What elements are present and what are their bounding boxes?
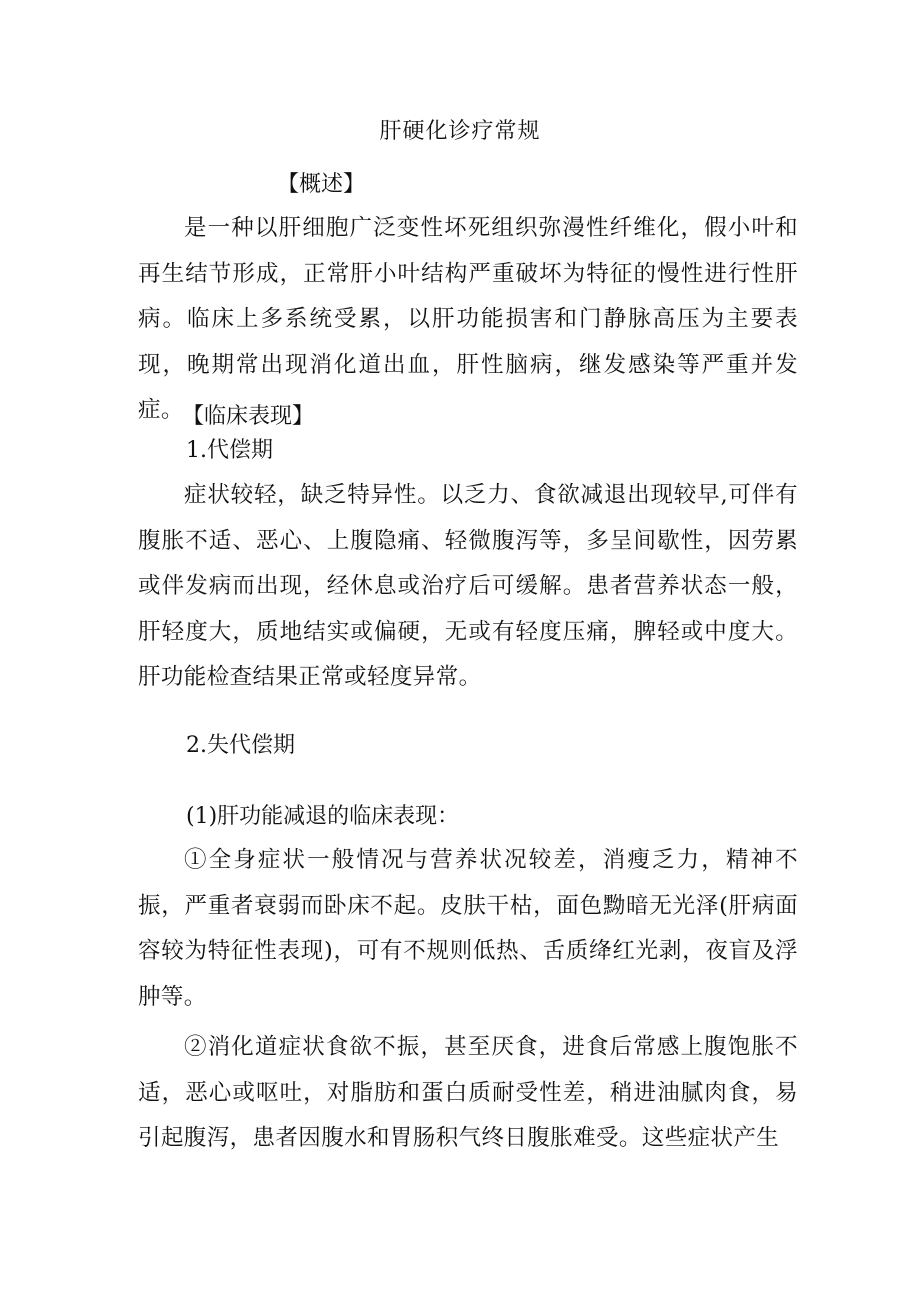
systemic-symptoms-paragraph: ①全身症状一般情况与营养状况较差，消瘦乏力，精神不振，严重者衰弱而卧床不起。皮肤干枯，面色黝暗无光泽(肝病面容较为特征性表现)，可有不规则低热、舌质绛红光剥，夜盲及浮肿等。 (138, 847, 798, 1010)
overview-heading: 【概述】 (277, 172, 366, 197)
clinical-heading: 【临床表现】 (182, 404, 315, 429)
overview-paragraph: 是一种以肝细胞广泛变性坏死组织弥漫性纤维化，假小叶和再生结节形成，正常肝小叶结构严重破坏为特征的慢性进行性肝病。临床上多系统受累，以肝功能损害和门静脉高压为主要表现，晚期常出现消化道出血，肝性脑病，继发感染等严重并发症。 (138, 215, 798, 423)
compensated-heading: 1.代偿期 (186, 438, 273, 463)
document-title: 肝硬化诊疗常规 (379, 119, 541, 144)
decompensated-heading: 2.失代偿期 (186, 733, 295, 758)
liver-function-heading: (1)肝功能减退的临床表现： (186, 804, 460, 829)
digestive-symptoms-paragraph: ②消化道症状食欲不振，甚至厌食，进食后常感上腹饱胀不适，恶心或呕吐，对脂肪和蛋白质耐受性差，稍进油腻肉食，易引起腹泻，患者因腹水和胃肠积气终日腹胀难受。这些症状产生 (138, 1034, 798, 1151)
compensated-paragraph: 症状较轻，缺乏特异性。以乏力、食欲减退出现较早,可伴有腹胀不适、恶心、上腹隐痛、轻微腹泻等，多呈间歇性，因劳累或伴发病而出现，经休息或治疗后可缓解。患者营养状态一般，肝轻度大，质地结实或偏硬，无或有轻度压痛，脾轻或中度大。肝功能检查结果正常或轻度异常。 (138, 482, 798, 690)
